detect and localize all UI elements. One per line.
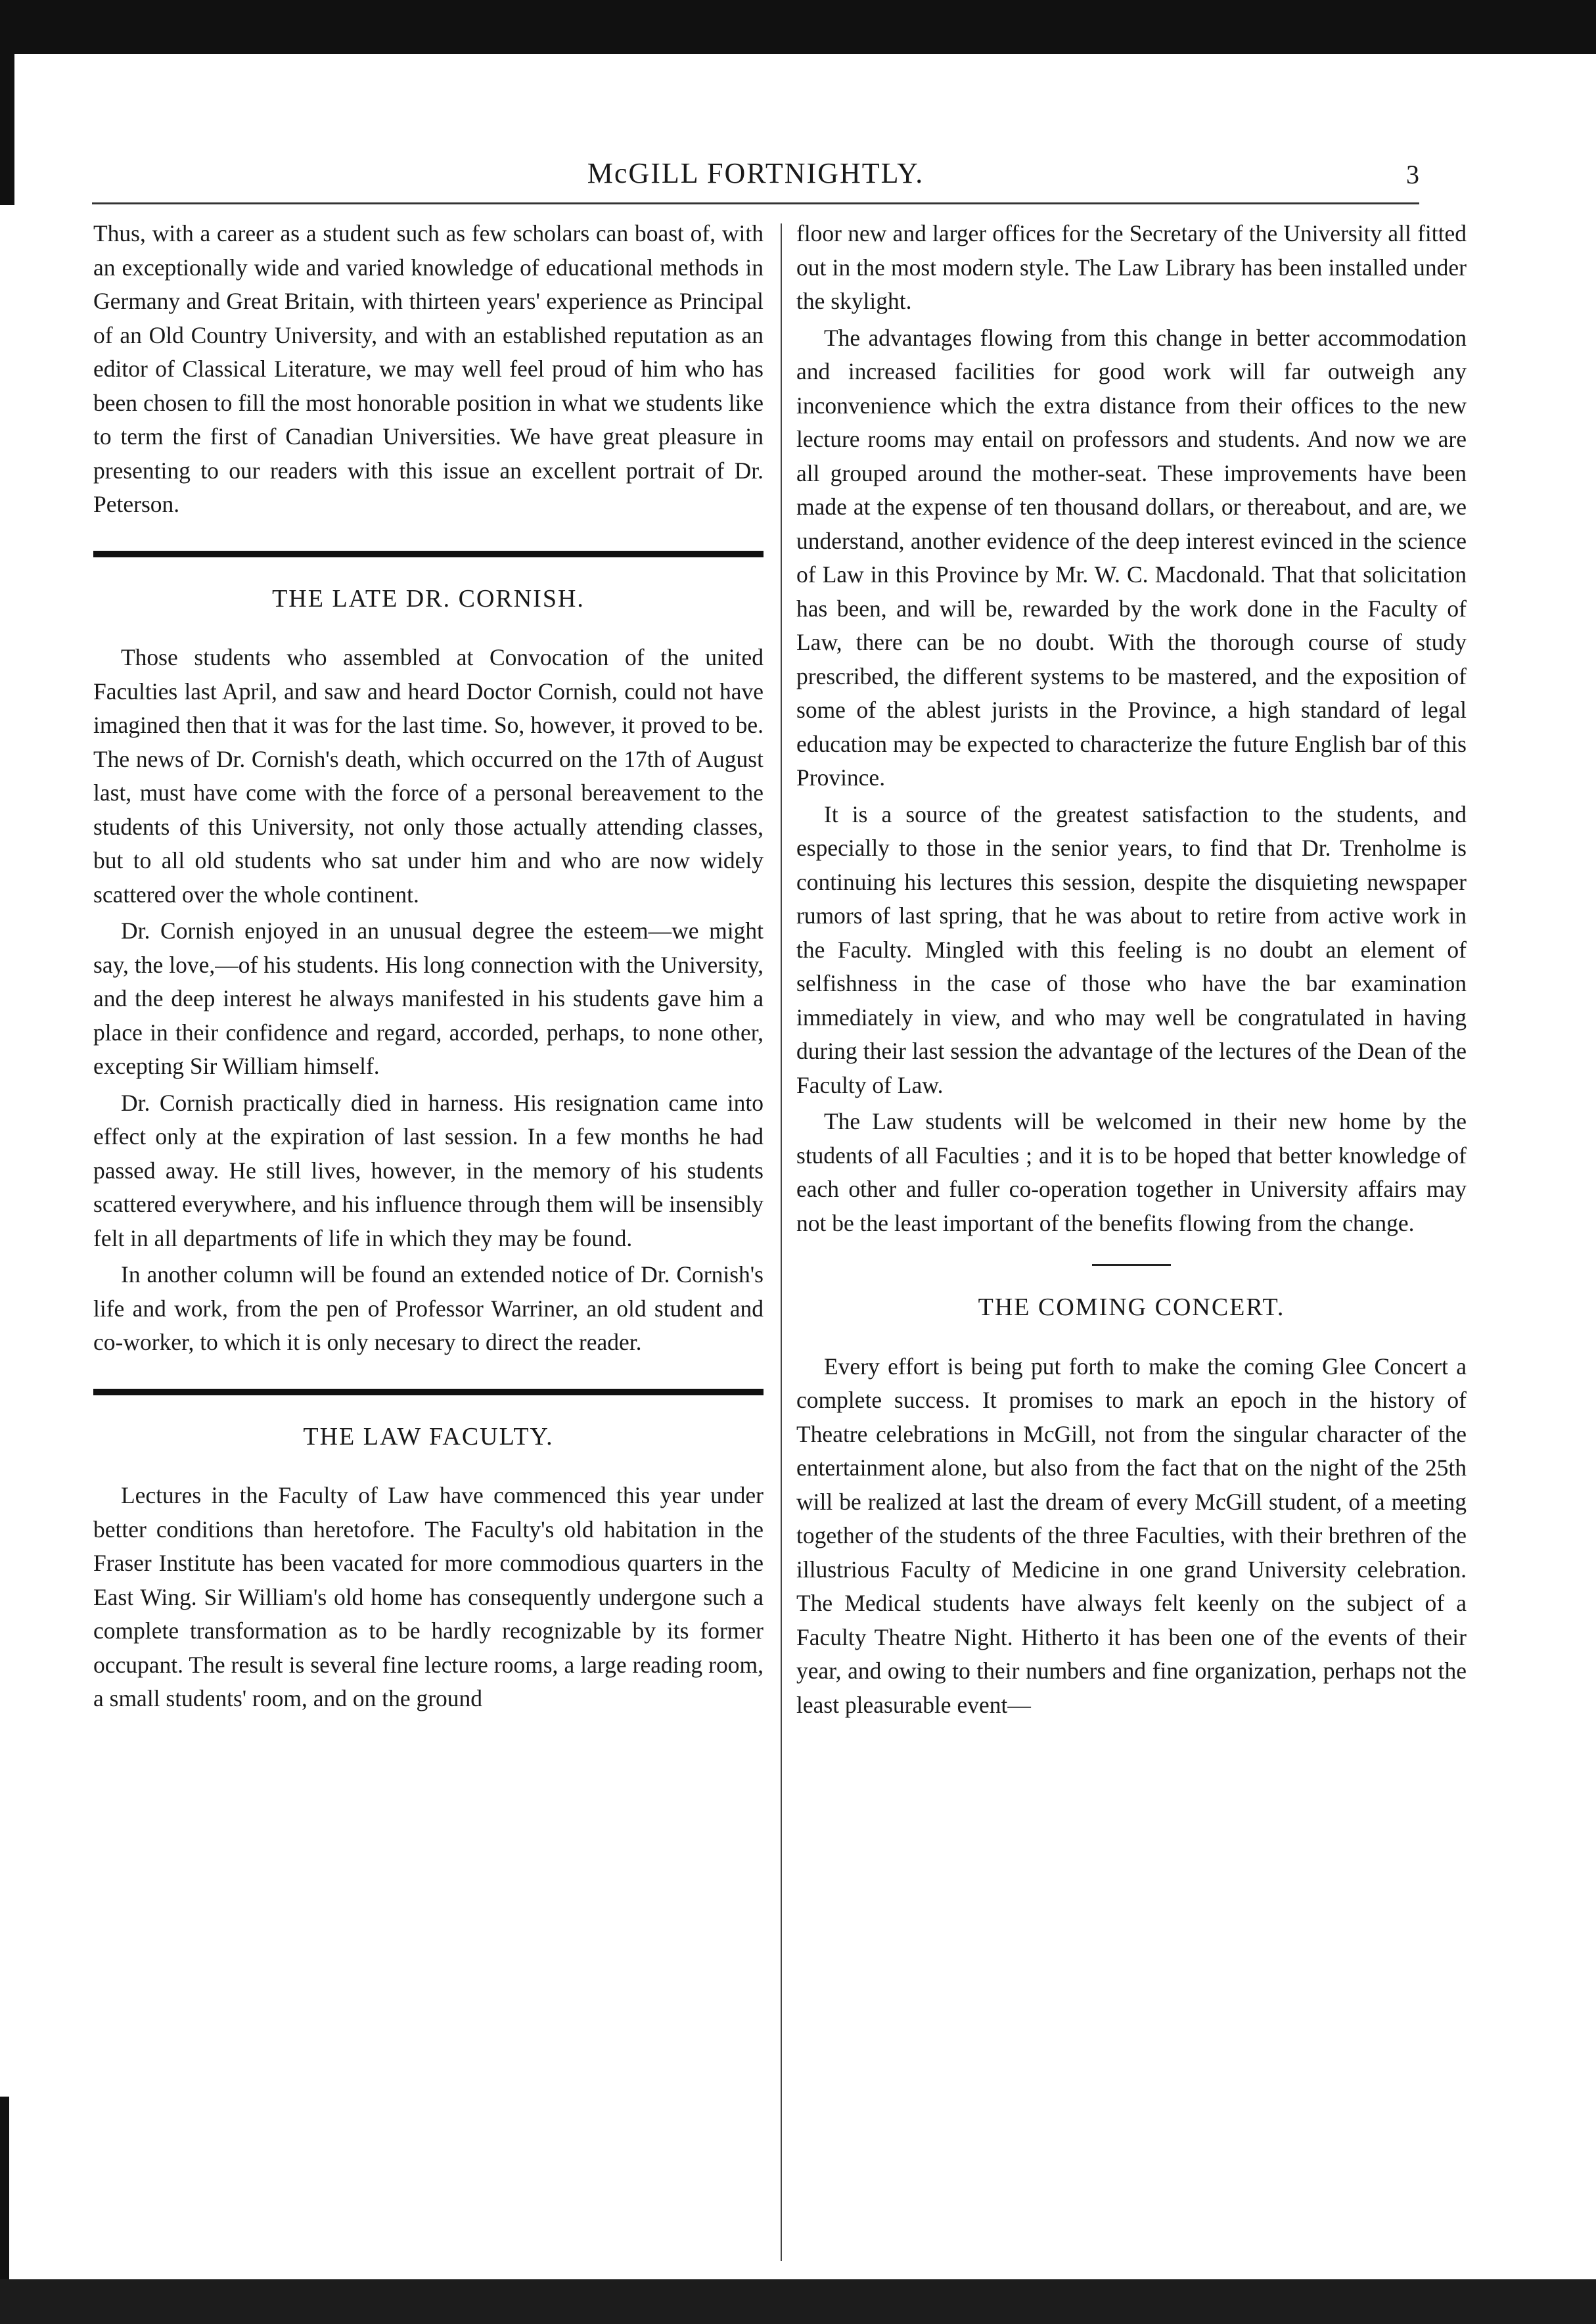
masthead-rule xyxy=(92,202,1419,204)
law-continued-paragraph: It is a source of the greatest satisfaction to the students, and especially to those in the senior years, to find that Dr. Trenholme is continuing his lectures this session, despite the disquieting newspaper rumors of last spring, that he was about to retire from active work in the Faculty. Mingled with this feeling is no doubt an element of selfishness in the case of those who have the bar examination immediately in view, and who may well be congratulated in having during their last session the advantage of the lectures of the Dean of the Faculty of Law. xyxy=(796,801,1467,1098)
section-rule xyxy=(93,551,764,557)
section-rule xyxy=(93,1389,764,1395)
scan-bottom-border xyxy=(0,2279,1596,2324)
law-continued-paragraph: floor new and larger offices for the Secretary of the University all fitted out in the most modern style. The Law Library has been installed under the skylight. xyxy=(796,220,1467,314)
cornish-paragraph: In another column will be found an extended notice of Dr. Cornish's life and work, from the pen of Professor Warriner, an old student and co-worker, to which it is only necesary to direct the reader. xyxy=(93,1261,764,1355)
law-continued-paragraph: The Law students will be welcomed in their new home by the students of all Faculties ; and it is to be hoped that better knowledge of each other and fuller co-operation together in University affairs may not be the least important of the benefits flowing from the change. xyxy=(796,1108,1467,1236)
scan-left-edge xyxy=(0,54,14,205)
column-divider xyxy=(781,223,782,2261)
concert-paragraph: Every effort is being put forth to make the coming Glee Concert a complete success. It promises to mark an epoch in the history of Theatre celebrations in McGill, not from the singular character of the entertainment alone, but also from the fact that on the night of the 25th will be realized at last the dream of every McGill student, of a meeting together of the students of the three Faculties, with their brethren of the illustrious Faculty of Medicine in one grand University celebration. The Medical students have always felt keenly on the subject of a Faculty Theatre Night. Hitherto it has been one of the events of their year, and owing to their numbers and fine organization, perhaps not the least pleasurable event— xyxy=(796,1353,1467,1718)
short-rule xyxy=(1092,1264,1171,1266)
intro-paragraph: Thus, with a career as a student such as few scholars can boast of, with an exceptionally wide and varied knowledge of educational methods in Germany and Great Britain, with thirteen years' experience as Principal of an Old Country University, and with an established reputation as an editor of Classical Literature, we may well feel proud of him who has been chosen to fill the most honorable position in what we students like to term the first of Canadian Universities. We have great pleasure in presenting to our readers with this issue an excellent portrait of Dr. Peterson. xyxy=(93,220,764,517)
cornish-paragraph: Those students who assembled at Convocation of the united Faculties last April, and saw and heard Doctor Cornish, could not have imagined then that it was for the last time. So, however, it proved to be. The news of Dr. Cornish's death, which occurred on the 17th of August last, must have come with the force of a personal bereavement to the students of this University, not only those actually attending classes, but to all old students who sat under him and who are now widely scattered over the whole continent. xyxy=(93,644,764,908)
cornish-paragraph: Dr. Cornish enjoyed in an unusual degree the esteem—we might say, the love,—of his students. His long connection with the University, and the deep interest he always manifested in his students gave him a place in their confidence and regard, accorded, perhaps, to none other, excepting Sir William himself. xyxy=(93,918,764,1079)
publication-title: McGILL FORTNIGHTLY. xyxy=(587,157,924,189)
cornish-heading: THE LATE DR. CORNISH. xyxy=(272,584,585,613)
cornish-paragraph: Dr. Cornish practically died in harness. His resignation came into effect only at the expiration of last session. In a few months he had passed away. He still lives, however, in the memory of his students scattered everywhere, and his influence through them will be insensibly felt in all departments of life in which they may be found. xyxy=(93,1089,764,1251)
masthead xyxy=(92,143,1419,196)
scan-top-border xyxy=(0,0,1596,54)
law-paragraph: Lectures in the Faculty of Law have commenced this year under better conditions than heretofore. The Faculty's old habitation in the Fraser Institute has been vacated for more commodious quarters in the East Wing. Sir William's old home has consequently undergone such a complete transformation as to be hardly recognizable by its former occupant. The result is several fine lecture rooms, a large reading room, a small students' room, and on the ground xyxy=(93,1482,764,1711)
law-continued-paragraph: The advantages flowing from this change in better accommodation and increased facilities for good work will far outweigh any inconvenience which the extra distance from their offices to the new lecture rooms may entail on professors and students. And now we are all grouped around the mother-seat. These improvements have been made at the expense of ten thousand dollars, or thereabout, and are, we understand, another evidence of the deep interest evinced in the science of Law in this Province by Mr. W. C. Macdonald. That that solicitation has been, and will be, rewarded by the work done in the Faculty of Law, there can be no doubt. With the thorough course of study prescribed, the different systems to be mastered, and the exposition of some of the ablest jurists in the Province, a high standard of legal education may be expected to characterize the future English bar of this Province. xyxy=(796,324,1467,791)
coming-concert-heading: THE COMING CONCERT. xyxy=(978,1293,1285,1321)
law-faculty-heading: THE LAW FACULTY. xyxy=(303,1422,554,1451)
left-column xyxy=(93,217,764,1719)
right-column xyxy=(796,217,1467,1725)
page-number: 3 xyxy=(1406,160,1419,189)
